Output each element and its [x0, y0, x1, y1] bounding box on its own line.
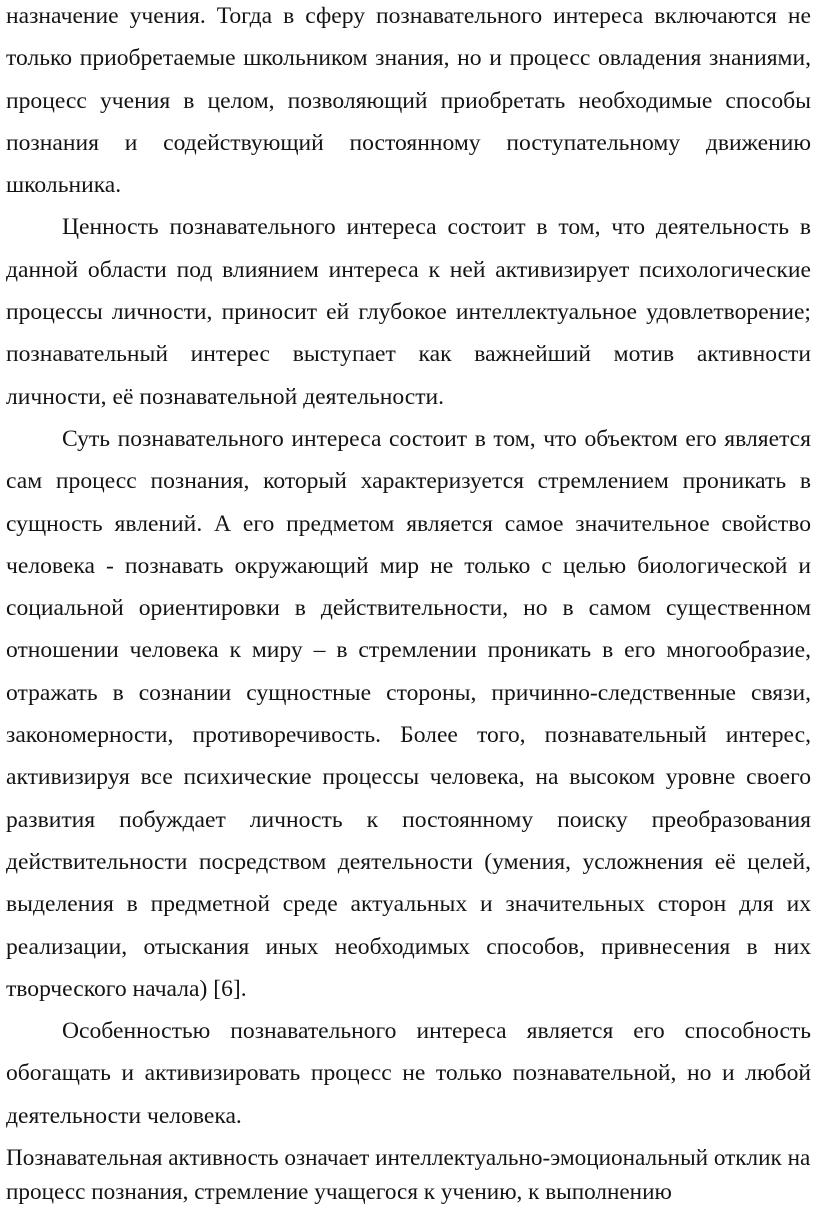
paragraph-5: Познавательная активность означает интеллектуально-эмоциональный отклик на процесс познания, стремление учащегося к учению, к выполнению	[6, 1145, 811, 1206]
paragraph-2: Ценность познавательного интереса состоит в том, что деятельность в данной области под влиянием интереса к ней активизирует психологические процессы личности, приносит ей глубокое интеллектуальное удовлетворение; познавательный интерес выступает как важнейший мотив активности личности, её познавательной деятельности.	[6, 214, 811, 410]
paragraph-3: Суть познавательного интереса состоит в том, что объектом его является сам процесс познания, который характеризуется стремлением проникать в сущность явлений. А его предметом является самое значительное свойство человека - познавать окружающий мир не только с целью биологической и социальной ориентировки в действительности, но в самом существенном отношении человека к миру – в стремлении проникать в его многообразие, отражать в сознании сущностные стороны, причинно-следственные связи, закономерности, противоречивость. Более того, познавательный интерес, активизируя все психические процессы человека, на высоком уровне своего развития побуждает личность к постоянному поиску преобразования действительности посредством деятельности (умения, усложнения её целей, выделения в предметной среде актуальных и значительных сторон для их реализации, отыскания иных необходимых способов, привнесения в них творческого начала) [6].	[6, 425, 811, 1002]
paragraph-4: Особенностью познавательного интереса является его способность обогащать и активизировать процесс не только познавательной, но и любой деятельности человека.	[6, 1018, 811, 1129]
paragraph-1: назначение учения. Тогда в сферу познавательного интереса включаются не только приобретаемые школьником знания, но и процесс овладения знаниями, процесс учения в целом, позволяющий приобретать необходимые способы познания и содействующий постоянному поступательному движению школьника.	[6, 3, 811, 199]
